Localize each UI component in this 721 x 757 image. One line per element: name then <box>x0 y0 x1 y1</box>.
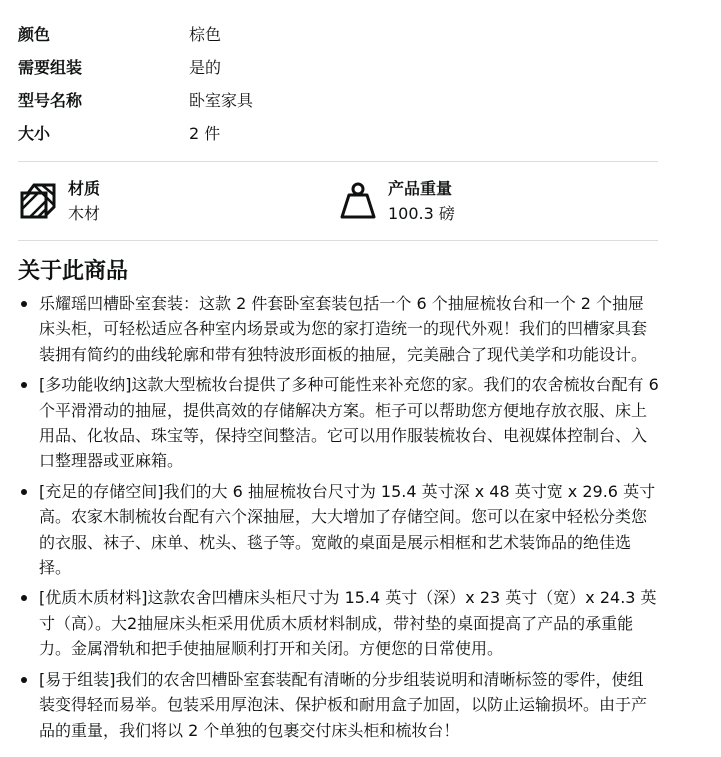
list-item: [充足的存储空间]我们的大 6 抽屉梳妆台尺寸为 15.4 英寸深 x 48 英寸宽 x 29.6 英寸高。农家木制梳妆台配有六个深抽屉，大大增加了存储空间。您可以在家中轻松分类您的衣服、袜子、床单、枕头、毯子等。宽敞的桌面是展示相框和艺术装饰品的绝佳选择。 <box>18 479 659 581</box>
spec-value: 棕色 <box>189 25 222 44</box>
spec-row-size <box>18 116 658 149</box>
feature-material <box>18 176 338 226</box>
feature-value: 木材 <box>68 204 101 223</box>
spec-value: 是的 <box>189 58 222 77</box>
feature-label: 材质 <box>68 179 101 198</box>
spec-row-partial <box>18 0 658 17</box>
feature-bar <box>18 162 658 240</box>
spec-row-assembly <box>18 50 658 83</box>
spec-key: 需要组装 <box>18 58 83 77</box>
feature-weight <box>338 176 658 226</box>
list-item: [优质木质材料]这款农舍凹槽床头柜尺寸为 15.4 英寸（深）x 23 英寸（宽）x 24.3 英寸（高）。大2抽屉床头柜采用优质木质材料制成，带衬垫的桌面提高了产品的承重能力。金属滑轨和把手使抽屉顺利打开和关闭。方便您的日常使用。 <box>18 585 659 661</box>
about-bullets <box>18 291 658 743</box>
weight-icon <box>338 181 378 221</box>
spec-value: 2 件 <box>189 124 221 143</box>
material-icon <box>18 181 58 221</box>
list-item: [多功能收纳]这款大型梳妆台提供了多种可能性来补充您的家。我们的农舍梳妆台配有 6 个平滑滑动的抽屉，提供高效的存储解决方案。柜子可以帮助您方便地存放衣服、床上用品、化妆品、珠宝等，保持空间整洁。它可以用作服装梳妆台、电视媒体控制台、入口整理器或亚麻箱。 <box>18 372 659 474</box>
product-details <box>18 0 658 748</box>
spec-row-color <box>18 17 658 50</box>
about-title: 关于此商品 <box>18 259 129 284</box>
feature-label: 产品重量 <box>388 179 453 198</box>
feature-value: 100.3 磅 <box>388 204 455 223</box>
spec-table <box>18 0 658 149</box>
list-item: 乐耀瑶凹槽卧室套装：这款 2 件套卧室套装包括一个 6 个抽屉梳妆台和一个 2 个抽屉床头柜，可轻松适应各种室内场景或为您的家打造统一的现代外观！我们的凹槽家具套装拥有简约的曲线轮廓和带有独特波形面板的抽屉，完美融合了现代美学和功能设计。 <box>18 291 659 367</box>
spec-key: 颜色 <box>18 25 51 44</box>
spec-row-model <box>18 83 658 116</box>
spec-key: 型号名称 <box>18 91 83 110</box>
list-item: [易于组装]我们的农舍凹槽卧室套装配有清晰的分步组装说明和清晰标签的零件，使组装变得轻而易举。包装采用厚泡沫、保护板和耐用盒子加固，以防止运输损坏。由于产品的重量，我们将以 2 个单独的包裹交付床头柜和梳妆台！ <box>18 667 659 743</box>
spec-value: 卧室家具 <box>189 91 254 110</box>
spec-key: 大小 <box>18 124 51 143</box>
divider <box>18 240 658 241</box>
